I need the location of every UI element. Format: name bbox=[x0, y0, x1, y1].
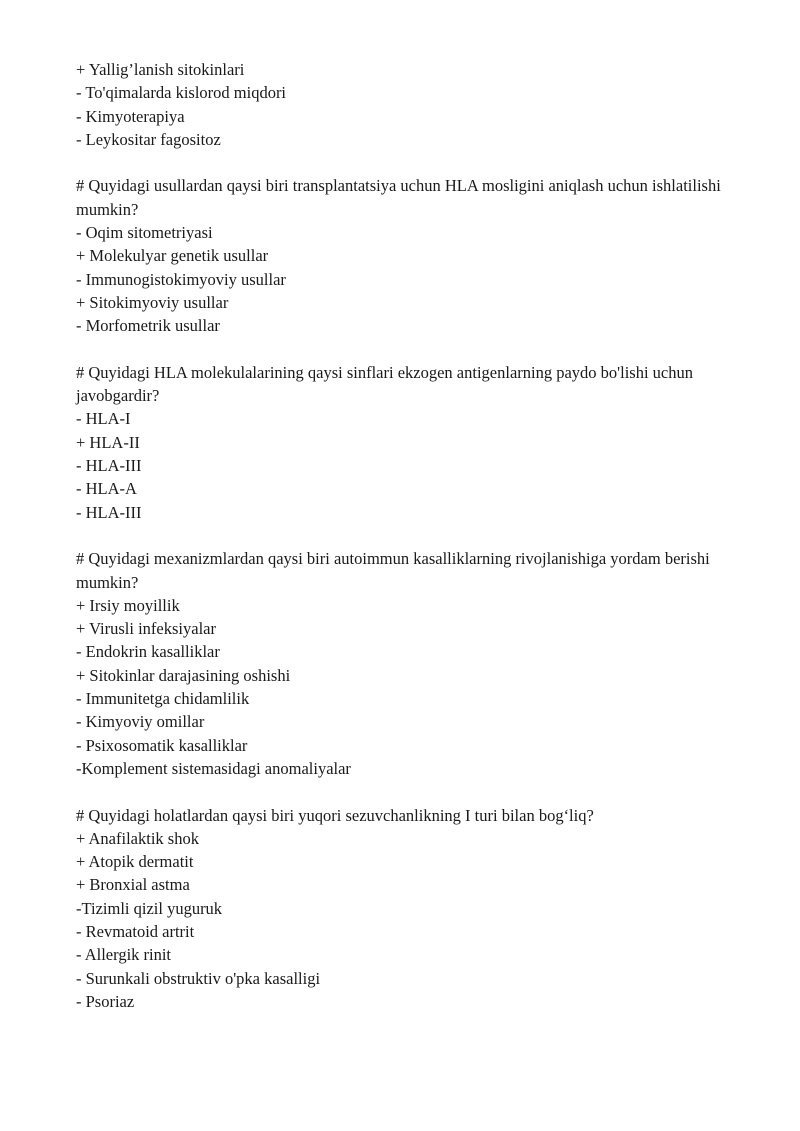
answer-option: - Endokrin kasalliklar bbox=[76, 642, 220, 662]
answer-option: - Psixosomatik kasalliklar bbox=[76, 735, 248, 755]
answer-option: + Irsiy moyillik bbox=[76, 595, 180, 615]
answer-option: - Leykositar fagositoz bbox=[76, 129, 221, 149]
answer-option: + Sitokimyoviy usullar bbox=[76, 292, 229, 312]
question-block-hla-classes bbox=[76, 361, 766, 524]
answer-option: - Kimyoviy omillar bbox=[76, 712, 205, 732]
answer-option: - To'qimalarda kislorod miqdori bbox=[76, 83, 287, 103]
spacer bbox=[76, 524, 766, 547]
answer-option: - Revmatoid artrit bbox=[76, 921, 195, 941]
answer-option: - HLA-III bbox=[76, 502, 142, 522]
answer-option: - Surunkali obstruktiv o'pka kasalligi bbox=[76, 968, 321, 988]
answer-option: -Tizimli qizil yuguruk bbox=[76, 898, 223, 918]
answer-option: + HLA-II bbox=[76, 432, 140, 452]
answer-option: + Sitokinlar darajasining oshishi bbox=[76, 665, 291, 685]
question-text: # Quyidagi mexanizmlardan qaysi biri autoimmun kasalliklarning rivojlanishiga yordam berishi mumkin? bbox=[76, 549, 710, 592]
question-text: # Quyidagi HLA molekulalarining qaysi sinflari ekzogen antigenlarning paydo bo'lishi uchun javobgardir? bbox=[76, 362, 694, 406]
answer-option: + Yallig’lanish sitokinlari bbox=[76, 60, 245, 79]
answer-option: - Oqim sitometriyasi bbox=[76, 223, 213, 243]
question-block-hla-matching bbox=[76, 174, 766, 337]
answer-option: - HLA-A bbox=[76, 479, 137, 499]
answer-option: - Psoriaz bbox=[76, 991, 135, 1011]
answer-option: - HLA-III bbox=[76, 456, 142, 476]
question-block-autoimmune bbox=[76, 547, 766, 780]
question-block-hypersensitivity bbox=[76, 804, 766, 1014]
answer-option: - Immunogistokimyoviy usullar bbox=[76, 269, 286, 289]
answer-option: - Allergik rinit bbox=[76, 945, 172, 965]
answer-option: + Molekulyar genetik usullar bbox=[76, 246, 269, 266]
answer-option: + Atopik dermatit bbox=[76, 852, 194, 872]
answer-option: - Kimyoterapiya bbox=[76, 106, 185, 126]
question-text: # Quyidagi usullardan qaysi biri transplantatsiya uchun HLA mosligini aniqlash uchun ishlatilishi mumkin? bbox=[76, 176, 721, 219]
answer-option: -Komplement sistemasidagi anomaliyalar bbox=[76, 758, 351, 778]
answer-option: - HLA-I bbox=[76, 409, 131, 429]
answer-block-continued bbox=[76, 58, 766, 151]
answer-option: + Virusli infeksiyalar bbox=[76, 619, 216, 639]
document-body bbox=[76, 58, 766, 1013]
spacer bbox=[76, 780, 766, 803]
answer-option: + Bronxial astma bbox=[76, 875, 190, 895]
spacer bbox=[76, 338, 766, 361]
spacer bbox=[76, 151, 766, 174]
answer-option: - Morfometrik usullar bbox=[76, 316, 220, 336]
answer-option: - Immunitetga chidamlilik bbox=[76, 689, 250, 709]
question-text: # Quyidagi holatlardan qaysi biri yuqori sezuvchanlikning I turi bilan bog‘liq? bbox=[76, 805, 594, 825]
answer-option: + Anafilaktik shok bbox=[76, 828, 199, 848]
